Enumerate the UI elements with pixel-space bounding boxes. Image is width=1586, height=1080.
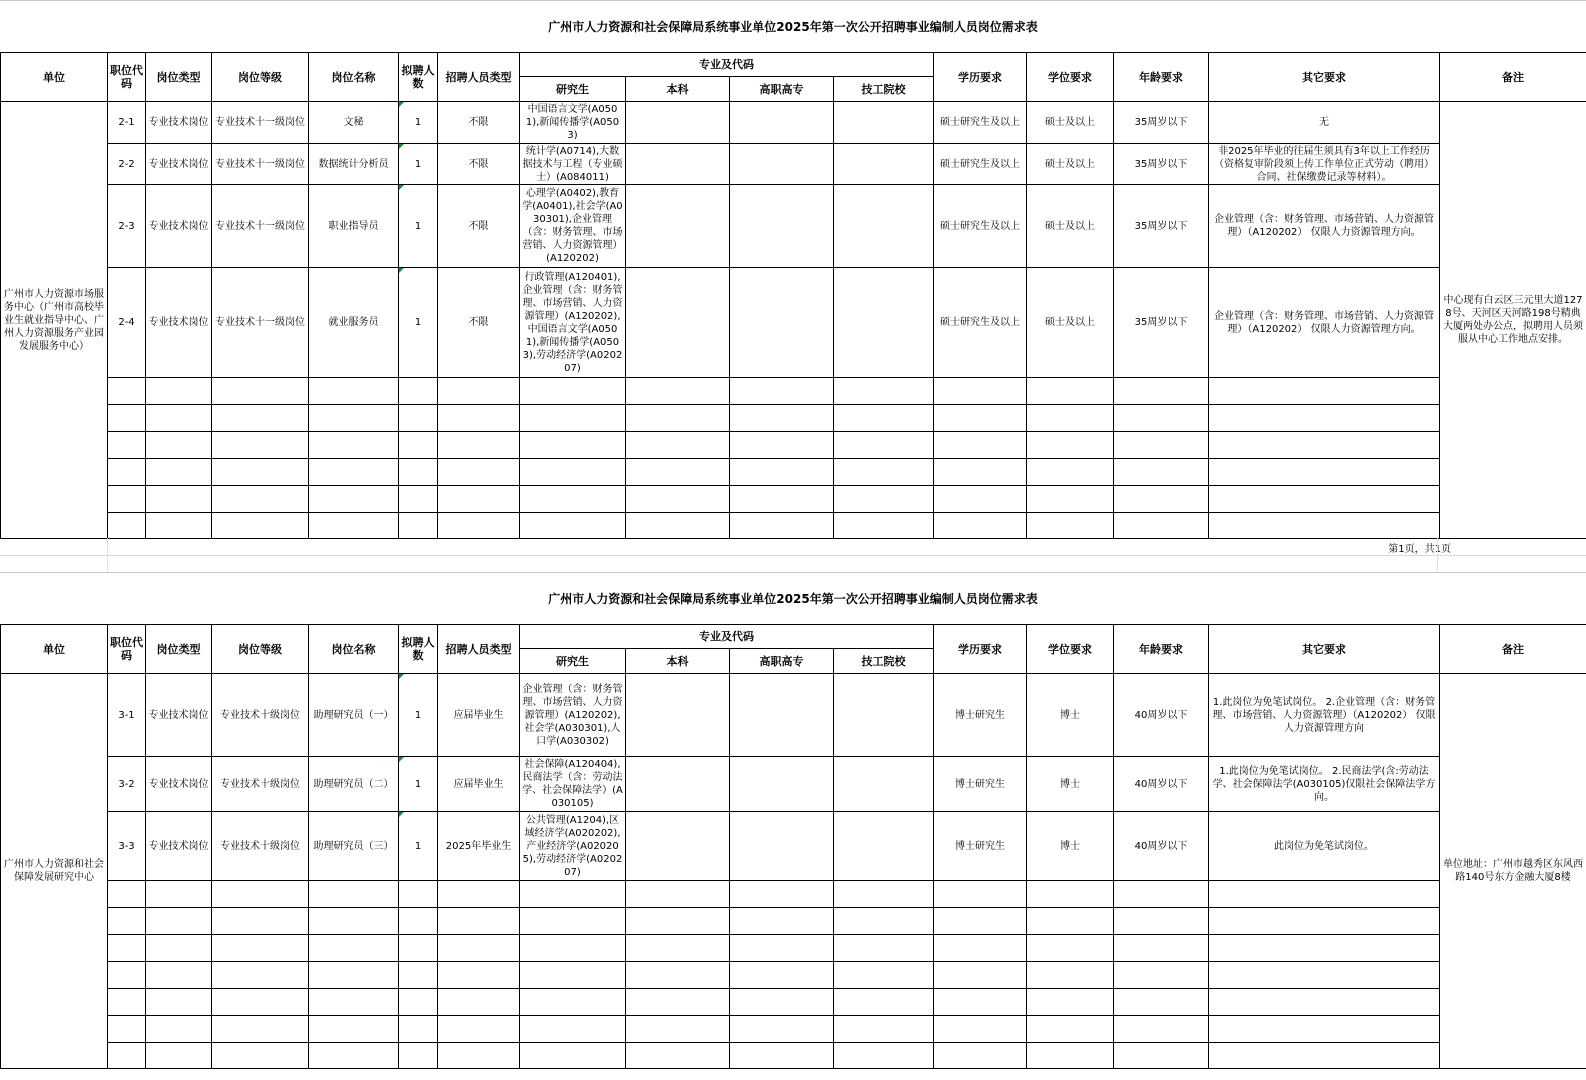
job-table-2	[0, 624, 1586, 1069]
header-post-type: 岗位类型	[146, 625, 212, 674]
header-post-level: 岗位等级	[212, 53, 309, 102]
job-table-1	[0, 52, 1586, 539]
other-requirement-cell: 企业管理（含：财务管理、市场营销、人力资源管理）（A120202） 仅限人力资源管理方向。	[1209, 268, 1440, 378]
age-cell: 35周岁以下	[1114, 102, 1209, 144]
empty-row	[1, 962, 1586, 989]
header-vocational: 高职高专	[730, 649, 834, 674]
table-row	[1, 144, 1586, 185]
degree-cell: 硕士及以上	[1027, 144, 1114, 185]
post-name-cell: 就业服务员	[309, 268, 399, 378]
table-row	[1, 812, 1586, 881]
post-type-cell: 专业技术岗位	[146, 144, 212, 185]
header-post-code: 职位代码	[108, 625, 146, 674]
age-cell: 40周岁以下	[1114, 812, 1209, 881]
graduate-major-cell: 公共管理(A1204),区域经济学(A020202),产业经济学(A020205),劳动经济学(A020207)	[520, 812, 626, 881]
table-row	[1, 102, 1586, 144]
education-cell: 博士研究生	[934, 674, 1027, 757]
post-name-cell: 文秘	[309, 102, 399, 144]
technical-major-cell	[834, 144, 934, 185]
page-number: 第1页，共1页	[1388, 544, 1451, 555]
header-count: 拟聘人数	[399, 53, 438, 102]
other-requirement-cell: 1.此岗位为免笔试岗位。 2.企业管理（含：财务管理、市场营销、人力资源管理）（A120202） 仅限人力资源管理方向	[1209, 674, 1440, 757]
undergrad-major-cell	[626, 812, 730, 881]
vocational-major-cell	[730, 102, 834, 144]
header-recruit-type: 招聘人员类型	[438, 53, 520, 102]
degree-cell: 博士	[1027, 812, 1114, 881]
empty-row	[1, 989, 1586, 1016]
post-type-cell: 专业技术岗位	[146, 812, 212, 881]
count-cell: 1	[399, 674, 438, 757]
table-title: 广州市人力资源和社会保障局系统事业单位2025年第一次公开招聘事业编制人员岗位需求表	[0, 572, 1586, 624]
divider	[1437, 538, 1438, 572]
header-age: 年龄要求	[1114, 53, 1209, 102]
unit-cell: 广州市人力资源市场服务中心（广州市高校毕业生就业指导中心、广州人力资源服务产业园发展服务中心）	[1, 102, 108, 539]
count-cell: 1	[399, 144, 438, 185]
count-cell: 1	[399, 812, 438, 881]
undergrad-major-cell	[626, 674, 730, 757]
vocational-major-cell	[730, 144, 834, 185]
header-unit: 单位	[1, 53, 108, 102]
empty-row	[1, 1043, 1586, 1069]
header-graduate: 研究生	[520, 649, 626, 674]
header-degree: 学位要求	[1027, 625, 1114, 674]
header-unit: 单位	[1, 625, 108, 674]
degree-cell: 硕士及以上	[1027, 185, 1114, 268]
count-cell: 1	[399, 268, 438, 378]
degree-cell: 博士	[1027, 674, 1114, 757]
remark-cell: 单位地址：广州市越秀区东风西路140号东方金融大厦8楼	[1440, 674, 1586, 1069]
undergrad-major-cell	[626, 102, 730, 144]
age-cell: 40周岁以下	[1114, 757, 1209, 812]
header-remark: 备注	[1440, 625, 1586, 674]
undergrad-major-cell	[626, 185, 730, 268]
recruit-type-cell: 不限	[438, 185, 520, 268]
degree-cell: 硕士及以上	[1027, 268, 1114, 378]
other-requirement-cell: 此岗位为免笔试岗位。	[1209, 812, 1440, 881]
post-code-cell: 3-2	[108, 757, 146, 812]
header-education: 学历要求	[934, 625, 1027, 674]
empty-row	[1, 405, 1586, 432]
undergrad-major-cell	[626, 757, 730, 812]
empty-row	[1, 432, 1586, 459]
education-cell: 硕士研究生及以上	[934, 268, 1027, 378]
recruit-type-cell: 不限	[438, 144, 520, 185]
header-post-name: 岗位名称	[309, 625, 399, 674]
empty-row	[1, 513, 1586, 539]
table-row	[1, 757, 1586, 812]
header-post-type: 岗位类型	[146, 53, 212, 102]
undergrad-major-cell	[626, 268, 730, 378]
empty-row	[1, 935, 1586, 962]
count-cell: 1	[399, 757, 438, 812]
header-technical: 技工院校	[834, 649, 934, 674]
header-age: 年龄要求	[1114, 625, 1209, 674]
vocational-major-cell	[730, 674, 834, 757]
post-level-cell: 专业技术十级岗位	[212, 674, 309, 757]
unit-cell: 广州市人力资源和社会保障发展研究中心	[1, 674, 108, 1069]
technical-major-cell	[834, 185, 934, 268]
age-cell: 35周岁以下	[1114, 185, 1209, 268]
header-degree: 学位要求	[1027, 53, 1114, 102]
header-post-code: 职位代码	[108, 53, 146, 102]
post-level-cell: 专业技术十一级岗位	[212, 144, 309, 185]
post-type-cell: 专业技术岗位	[146, 674, 212, 757]
header-recruit-type: 招聘人员类型	[438, 625, 520, 674]
vocational-major-cell	[730, 268, 834, 378]
post-level-cell: 专业技术十一级岗位	[212, 102, 309, 144]
header-undergrad: 本科	[626, 649, 730, 674]
table-title: 广州市人力资源和社会保障局系统事业单位2025年第一次公开招聘事业编制人员岗位需求表	[0, 0, 1586, 52]
header-undergrad: 本科	[626, 77, 730, 102]
empty-row	[1, 881, 1586, 908]
count-cell: 1	[399, 102, 438, 144]
post-name-cell: 助理研究员（三）	[309, 812, 399, 881]
education-cell: 硕士研究生及以上	[934, 102, 1027, 144]
post-code-cell: 2-1	[108, 102, 146, 144]
post-code-cell: 3-1	[108, 674, 146, 757]
header-remark: 备注	[1440, 53, 1586, 102]
header-education: 学历要求	[934, 53, 1027, 102]
undergrad-major-cell	[626, 144, 730, 185]
recruit-type-cell: 不限	[438, 102, 520, 144]
divider	[0, 555, 1586, 556]
post-level-cell: 专业技术十一级岗位	[212, 185, 309, 268]
other-requirement-cell: 非2025年毕业的往届生须具有3年以上工作经历（资格复审阶段须上传工作单位正式劳动（聘用）合同、社保缴费记录等材料）。	[1209, 144, 1440, 185]
technical-major-cell	[834, 757, 934, 812]
empty-row	[1, 908, 1586, 935]
table-row	[1, 674, 1586, 757]
graduate-major-cell: 心理学(A0402),教育学(A0401),社会学(A030301),企业管理（含：财务管理、市场营销、人力资源管理）(A120202)	[520, 185, 626, 268]
graduate-major-cell: 中国语言文学(A0501),新闻传播学(A0503)	[520, 102, 626, 144]
post-code-cell: 2-3	[108, 185, 146, 268]
education-cell: 硕士研究生及以上	[934, 185, 1027, 268]
post-code-cell: 2-2	[108, 144, 146, 185]
empty-row	[1, 378, 1586, 405]
vocational-major-cell	[730, 185, 834, 268]
header-vocational: 高职高专	[730, 77, 834, 102]
graduate-major-cell: 行政管理(A120401),企业管理（含：财务管理、市场营销、人力资源管理）(A120202),中国语言文学(A0501),新闻传播学(A0503),劳动经济学(A020207)	[520, 268, 626, 378]
header-technical: 技工院校	[834, 77, 934, 102]
header-other: 其它要求	[1209, 53, 1440, 102]
empty-row	[1, 486, 1586, 513]
count-cell: 1	[399, 185, 438, 268]
technical-major-cell	[834, 102, 934, 144]
recruit-type-cell: 应届毕业生	[438, 757, 520, 812]
other-requirement-cell: 无	[1209, 102, 1440, 144]
header-post-name: 岗位名称	[309, 53, 399, 102]
header-other: 其它要求	[1209, 625, 1440, 674]
degree-cell: 硕士及以上	[1027, 102, 1114, 144]
post-name-cell: 助理研究员（二）	[309, 757, 399, 812]
sheet-page-1	[0, 0, 1586, 539]
graduate-major-cell: 统计学(A0714),大数据技术与工程（专业硕士）(A084011)	[520, 144, 626, 185]
divider	[107, 538, 108, 572]
education-cell: 博士研究生	[934, 812, 1027, 881]
age-cell: 35周岁以下	[1114, 268, 1209, 378]
vocational-major-cell	[730, 757, 834, 812]
remark-cell: 中心现有白云区三元里大道1278号、天河区天河路198号精典大厦两处办公点，拟聘用人员须服从中心工作地点安排。	[1440, 102, 1586, 539]
degree-cell: 博士	[1027, 757, 1114, 812]
header-count: 拟聘人数	[399, 625, 438, 674]
recruit-type-cell: 2025年毕业生	[438, 812, 520, 881]
age-cell: 40周岁以下	[1114, 674, 1209, 757]
technical-major-cell	[834, 268, 934, 378]
post-type-cell: 专业技术岗位	[146, 185, 212, 268]
vocational-major-cell	[730, 812, 834, 881]
technical-major-cell	[834, 812, 934, 881]
header-graduate: 研究生	[520, 77, 626, 102]
empty-row	[1, 459, 1586, 486]
empty-row	[1, 1016, 1586, 1043]
post-level-cell: 专业技术十一级岗位	[212, 268, 309, 378]
recruit-type-cell: 应届毕业生	[438, 674, 520, 757]
graduate-major-cell: 社会保障(A120404),民商法学（含：劳动法学、社会保障法学）(A030105)	[520, 757, 626, 812]
recruit-type-cell: 不限	[438, 268, 520, 378]
post-code-cell: 2-4	[108, 268, 146, 378]
table-row	[1, 185, 1586, 268]
post-type-cell: 专业技术岗位	[146, 268, 212, 378]
post-level-cell: 专业技术十级岗位	[212, 812, 309, 881]
graduate-major-cell: 企业管理（含：财务管理、市场营销、人力资源管理）(A120202),社会学(A030301),人口学(A030302)	[520, 674, 626, 757]
table-row	[1, 268, 1586, 378]
education-cell: 硕士研究生及以上	[934, 144, 1027, 185]
post-level-cell: 专业技术十级岗位	[212, 757, 309, 812]
header-major-group: 专业及代码	[520, 53, 934, 77]
age-cell: 35周岁以下	[1114, 144, 1209, 185]
post-name-cell: 职业指导员	[309, 185, 399, 268]
post-name-cell: 助理研究员（一）	[309, 674, 399, 757]
header-post-level: 岗位等级	[212, 625, 309, 674]
technical-major-cell	[834, 674, 934, 757]
other-requirement-cell: 1.此岗位为免笔试岗位。 2.民商法学(含:劳动法学、社会保障法学(A030105)仅限社会保障法学方向。	[1209, 757, 1440, 812]
page-footer	[0, 538, 1586, 555]
education-cell: 博士研究生	[934, 757, 1027, 812]
post-name-cell: 数据统计分析员	[309, 144, 399, 185]
post-code-cell: 3-3	[108, 812, 146, 881]
other-requirement-cell: 企业管理（含：财务管理、市场营销、人力资源管理）（A120202） 仅限人力资源管理方向。	[1209, 185, 1440, 268]
post-type-cell: 专业技术岗位	[146, 102, 212, 144]
post-type-cell: 专业技术岗位	[146, 757, 212, 812]
header-major-group: 专业及代码	[520, 625, 934, 649]
sheet-page-2	[0, 572, 1586, 1069]
